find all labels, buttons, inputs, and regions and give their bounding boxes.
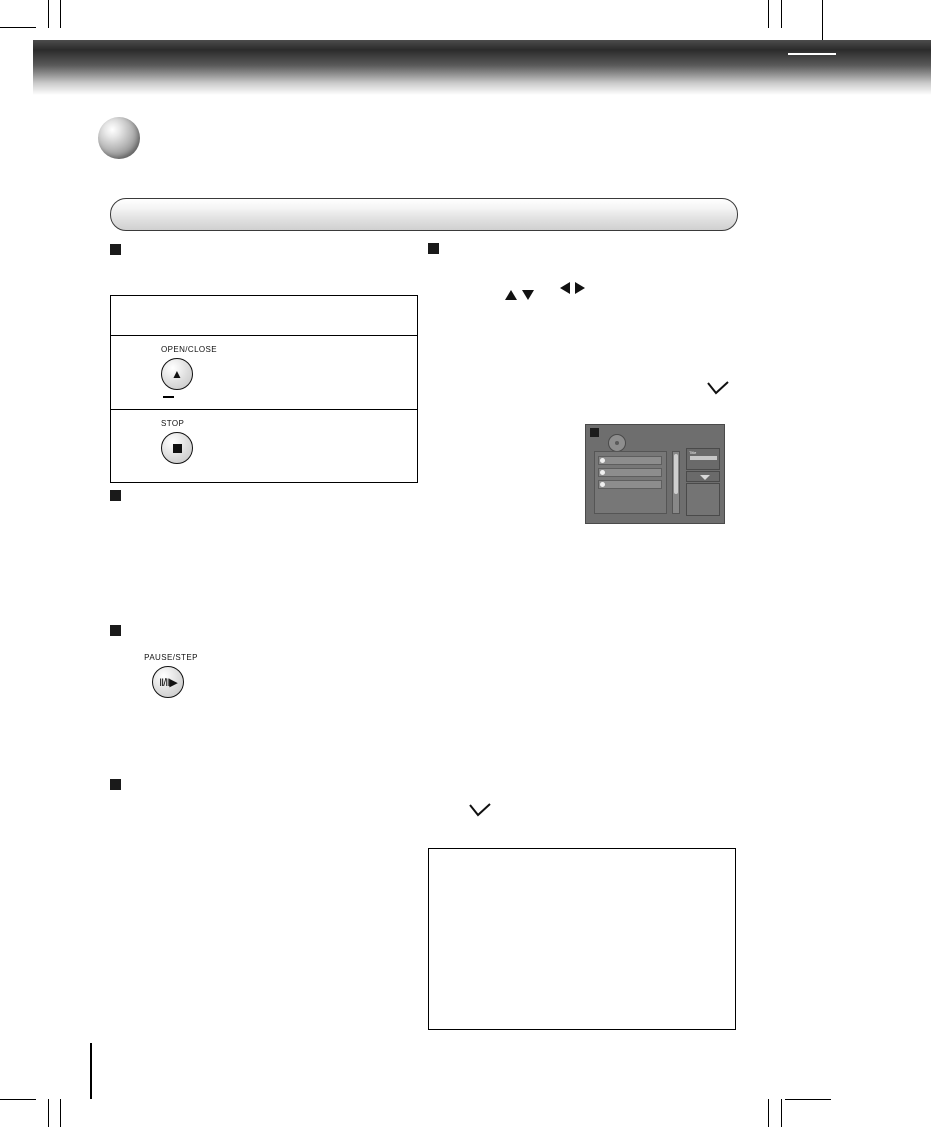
section-bullet-5 (110, 779, 121, 790)
stop-button[interactable] (161, 432, 193, 464)
crop-mark-top-left-horizontal (0, 27, 36, 28)
section-bullet-1 (110, 244, 121, 255)
osd-scrollbar-thumb[interactable] (674, 454, 678, 494)
crop-mark-bottom-left-vertical (48, 1099, 49, 1127)
osd-title-panel (686, 448, 720, 470)
list-item[interactable] (598, 456, 662, 465)
list-item[interactable] (598, 468, 662, 477)
table-row (111, 296, 417, 336)
stop-icon (173, 444, 182, 453)
crop-mark-bottom-right-vertical-2 (781, 1099, 782, 1127)
open-close-label: OPEN/CLOSE (161, 345, 218, 354)
list-item[interactable] (598, 480, 662, 489)
eject-icon-underline (163, 396, 174, 398)
osd-title-list (594, 451, 667, 514)
crop-mark-top-right-vertical (768, 0, 769, 28)
arrow-left-icon (560, 282, 570, 294)
section-bullet-3 (110, 490, 121, 501)
crop-mark-bottom-left-horizontal (0, 1099, 36, 1100)
osd-corner-marker (590, 428, 599, 437)
bullet-icon (600, 470, 605, 475)
section-bullet-4 (110, 625, 121, 636)
crop-mark-bottom-right-vertical (768, 1099, 769, 1127)
osd-screen-mock (585, 424, 725, 524)
disc-icon (608, 434, 626, 452)
pause-step-icon: II/II▶ (159, 676, 177, 689)
chevron-down-icon (700, 475, 710, 480)
osd-preview-panel (686, 483, 720, 516)
osd-scrollbar[interactable] (672, 451, 680, 514)
crop-mark-top-right-vertical-2 (781, 0, 782, 28)
updown-arrow-cluster (505, 290, 534, 300)
chapter-bullet-sphere (98, 117, 140, 159)
bullet-icon (600, 482, 605, 487)
section-bullet-2 (428, 243, 439, 254)
osd-title-panel-label: Title (689, 450, 697, 455)
pause-step-label: PAUSE/STEP (144, 653, 198, 662)
crop-mark-top-left-vertical (48, 0, 49, 28)
crop-mark-bottom-left-vertical-2 (60, 1099, 61, 1127)
leftright-arrow-cluster (560, 282, 585, 294)
crop-mark-top-left-vertical-2 (60, 0, 61, 28)
note-box (428, 848, 736, 1030)
table-row (111, 336, 417, 410)
eject-icon: ▲ (171, 367, 183, 381)
arrow-down-icon (522, 290, 534, 300)
open-close-button[interactable] (161, 358, 193, 390)
stop-label: STOP (161, 419, 185, 428)
pause-step-button[interactable] (152, 666, 184, 698)
header-band (33, 40, 931, 95)
footer-rule (90, 1043, 92, 1099)
remote-key-table (110, 295, 418, 483)
tick-mark-2 (469, 803, 491, 817)
table-row (111, 410, 417, 482)
section-title-bar (110, 198, 738, 231)
arrow-right-icon (575, 282, 585, 294)
osd-title-panel-bar (690, 456, 717, 460)
tick-mark-1 (707, 381, 729, 395)
header-rule (788, 53, 836, 55)
arrow-up-icon (505, 290, 517, 300)
bullet-icon (600, 458, 605, 463)
crop-mark-top-right-vertical-3 (822, 0, 823, 41)
osd-dropdown-panel[interactable] (686, 471, 720, 482)
crop-mark-bottom-right-horizontal (785, 1099, 831, 1100)
pause-step-key[interactable] (136, 653, 206, 699)
